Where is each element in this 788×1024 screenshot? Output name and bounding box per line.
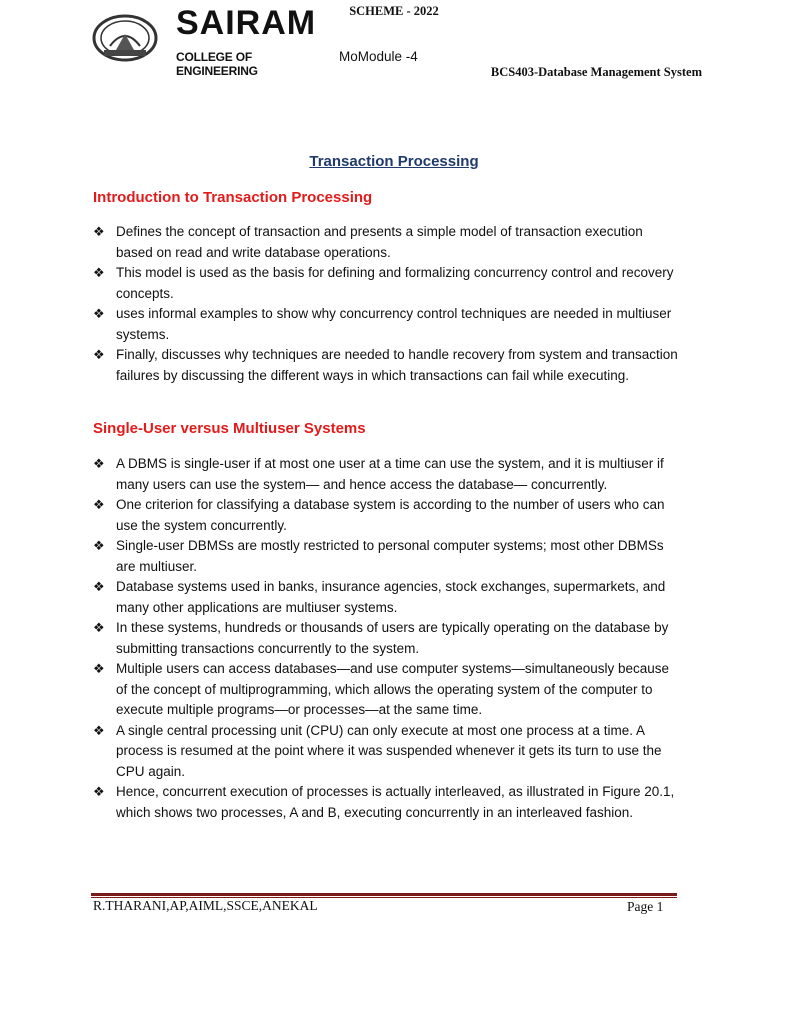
diamond-bullet-icon: ❖ bbox=[93, 620, 105, 635]
college-logo bbox=[92, 4, 322, 78]
diamond-bullet-icon: ❖ bbox=[93, 579, 105, 594]
diamond-bullet-icon: ❖ bbox=[93, 661, 105, 676]
list-item: ❖ Single-user DBMSs are mostly restricted to personal computer systems; most other DBMSs are multiuser. bbox=[93, 538, 664, 574]
diamond-bullet-icon: ❖ bbox=[93, 347, 105, 362]
diamond-bullet-icon: ❖ bbox=[93, 224, 105, 239]
list-item: ❖ In these systems, hundreds or thousands of users are typically operating on the database by submitting transactions concurrently to the system. bbox=[93, 620, 669, 656]
college-seal-icon bbox=[92, 20, 158, 60]
section-heading-multiuser: Single-User versus Multiuser Systems bbox=[93, 420, 366, 437]
list-item: ❖ Multiple users can access databases—and use computer systems—simultaneously because of the concept of multiprogramming, which allows the operating system of the computer to execute multiple programs—or processes—at the same time. bbox=[93, 661, 670, 717]
diamond-bullet-icon: ❖ bbox=[93, 456, 105, 471]
diamond-bullet-icon: ❖ bbox=[93, 265, 105, 280]
intro-bullet-list bbox=[93, 222, 683, 386]
multiuser-bullet-list bbox=[93, 454, 683, 823]
list-item: ❖ uses informal examples to show why concurrency control techniques are needed in multiuser systems. bbox=[93, 306, 672, 342]
page-title: Transaction Processing bbox=[309, 153, 479, 170]
module-label: MoModule -4 bbox=[339, 49, 418, 64]
diamond-bullet-icon: ❖ bbox=[93, 784, 105, 799]
list-item: ❖ One criterion for classifying a database system is according to the number of users who can use the system concurrently. bbox=[93, 497, 665, 533]
diamond-bullet-icon: ❖ bbox=[93, 722, 105, 738]
list-item: ❖ Defines the concept of transaction and presents a simple model of transaction execution based on read and write database operations. bbox=[93, 224, 643, 260]
list-item: ❖ A single central processing unit (CPU) can only execute at most one process at a time. A process is resumed at the point where it was suspended whenever it gets its turn to use the CPU again. bbox=[93, 722, 662, 779]
list-item: ❖ This model is used as the basis for defining and formalizing concurrency control and recovery concepts. bbox=[93, 265, 674, 301]
scheme-label: SCHEME - 2022 bbox=[349, 4, 439, 18]
list-item: ❖ Database systems used in banks, insurance agencies, stock exchanges, supermarkets, and many other applications are multiuser systems. bbox=[93, 579, 666, 615]
footer-author: R.THARANI,AP,AIML,SSCE,ANEKAL bbox=[93, 898, 318, 913]
diamond-bullet-icon: ❖ bbox=[93, 497, 105, 512]
footer-rule bbox=[91, 893, 677, 896]
college-brand-name: SAIRAM bbox=[176, 4, 317, 42]
page-number: Page 1 bbox=[627, 899, 664, 914]
list-item: ❖ A DBMS is single-user if at most one user at a time can use the system, and it is multiuser if many users can use the system— and hence access the database— concurrently. bbox=[93, 456, 664, 492]
list-item: ❖ Finally, discusses why techniques are needed to handle recovery from system and transaction failures by discussing the different ways in which transactions can fail while executing. bbox=[93, 347, 678, 383]
diamond-bullet-icon: ❖ bbox=[93, 306, 105, 321]
diamond-bullet-icon: ❖ bbox=[93, 538, 105, 553]
college-name: COLLEGE OF ENGINEERING bbox=[176, 50, 258, 78]
list-item: ❖ Hence, concurrent execution of processes is actually interleaved, as illustrated in Figure 20.1, which shows two processes, A and B, executing concurrently in an interleaved fashion. bbox=[93, 784, 675, 820]
section-heading-intro: Introduction to Transaction Processing bbox=[93, 189, 373, 206]
course-title: BCS403-Database Management System bbox=[490, 65, 702, 79]
